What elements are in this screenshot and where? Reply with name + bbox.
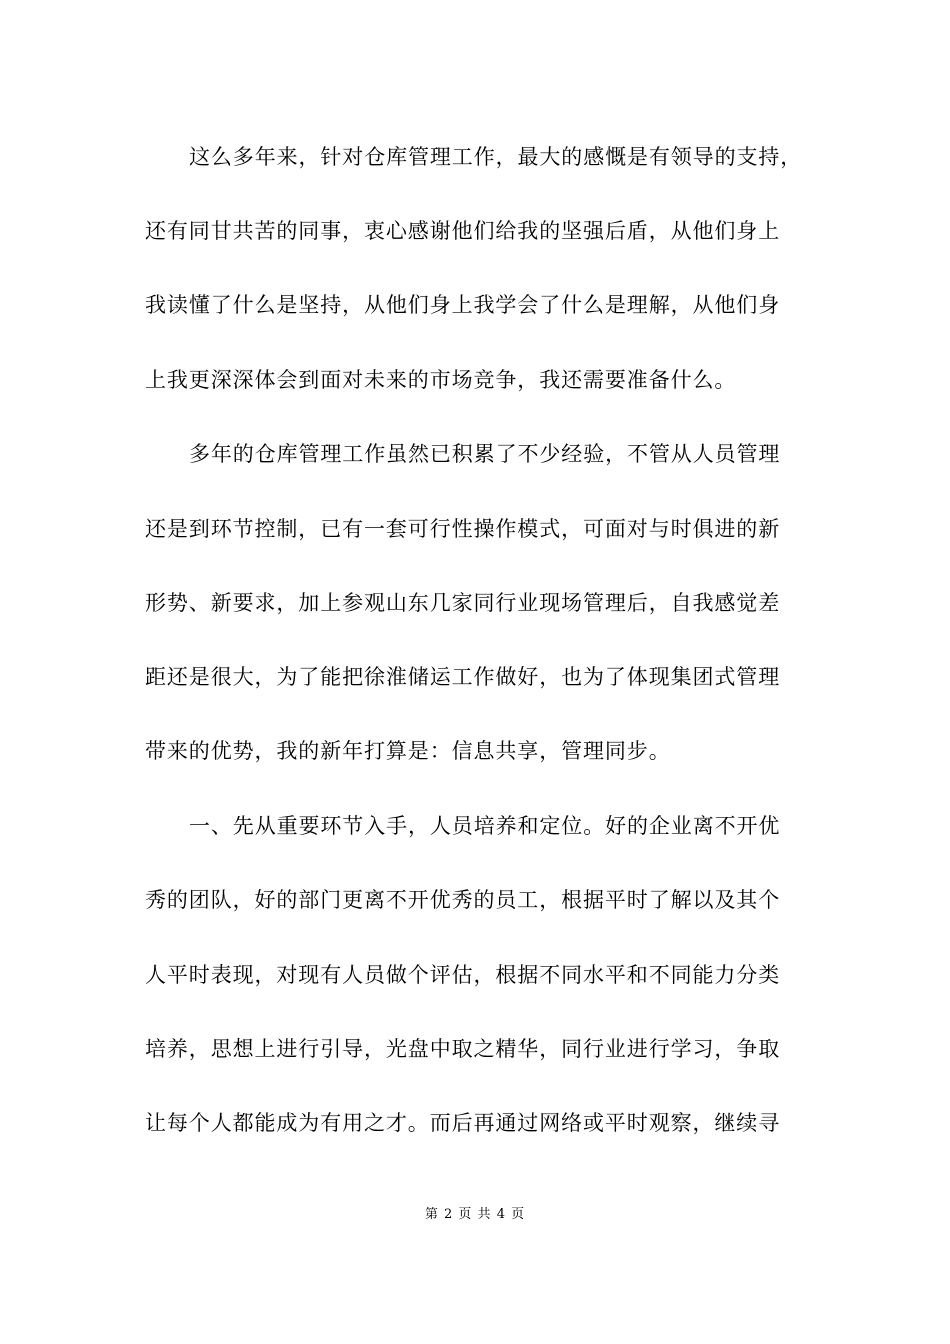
paragraph-3-line-1: 一、先从重要环节入手，人员培养和定位。好的企业离不开优 <box>189 814 781 838</box>
paragraph-2-line-2: 还是到环节控制，已有一套可行性操作模式，可面对与时俱进的新 <box>145 517 781 541</box>
paragraph-3-line-4: 培养，思想上进行引导，光盘中取之精华，同行业进行学习，争取 <box>145 1037 781 1061</box>
page-number-footer: 第 2 页 共 4 页 <box>424 1207 526 1222</box>
paragraph-1-line-2: 还有同甘共苦的同事，衷心感谢他们给我的坚强后盾，从他们身上 <box>145 219 781 243</box>
paragraph-2-line-5: 带来的优势，我的新年打算是：信息共享，管理同步。 <box>145 739 671 763</box>
paragraph-2-line-4: 距还是很大，为了能把徐淮储运工作做好，也为了体现集团式管理 <box>145 665 781 689</box>
paragraph-3-line-3: 人平时表现，对现有人员做个评估，根据不同水平和不同能力分类 <box>145 963 781 987</box>
paragraph-3-line-5: 让每个人都能成为有用之才。而后再通过网络或平时观察，继续寻 <box>145 1111 781 1135</box>
paragraph-1-line-4: 上我更深深体会到面对未来的市场竞争，我还需要准备什么。 <box>145 368 737 392</box>
paragraph-3-line-2: 秀的团队，好的部门更离不开优秀的员工，根据平时了解以及其个 <box>145 888 781 912</box>
paragraph-1-line-3: 我读懂了什么是坚持，从他们身上我学会了什么是理解，从他们身 <box>145 293 781 317</box>
paragraph-2-line-1: 多年的仓库管理工作虽然已积累了不少经验，不管从人员管理 <box>189 442 781 466</box>
paragraph-2-line-3: 形势、新要求，加上参观山东几家同行业现场管理后，自我感觉差 <box>145 591 781 615</box>
paragraph-1-line-1: 这么多年来，针对仓库管理工作，最大的感慨是有领导的支持， <box>189 145 803 169</box>
